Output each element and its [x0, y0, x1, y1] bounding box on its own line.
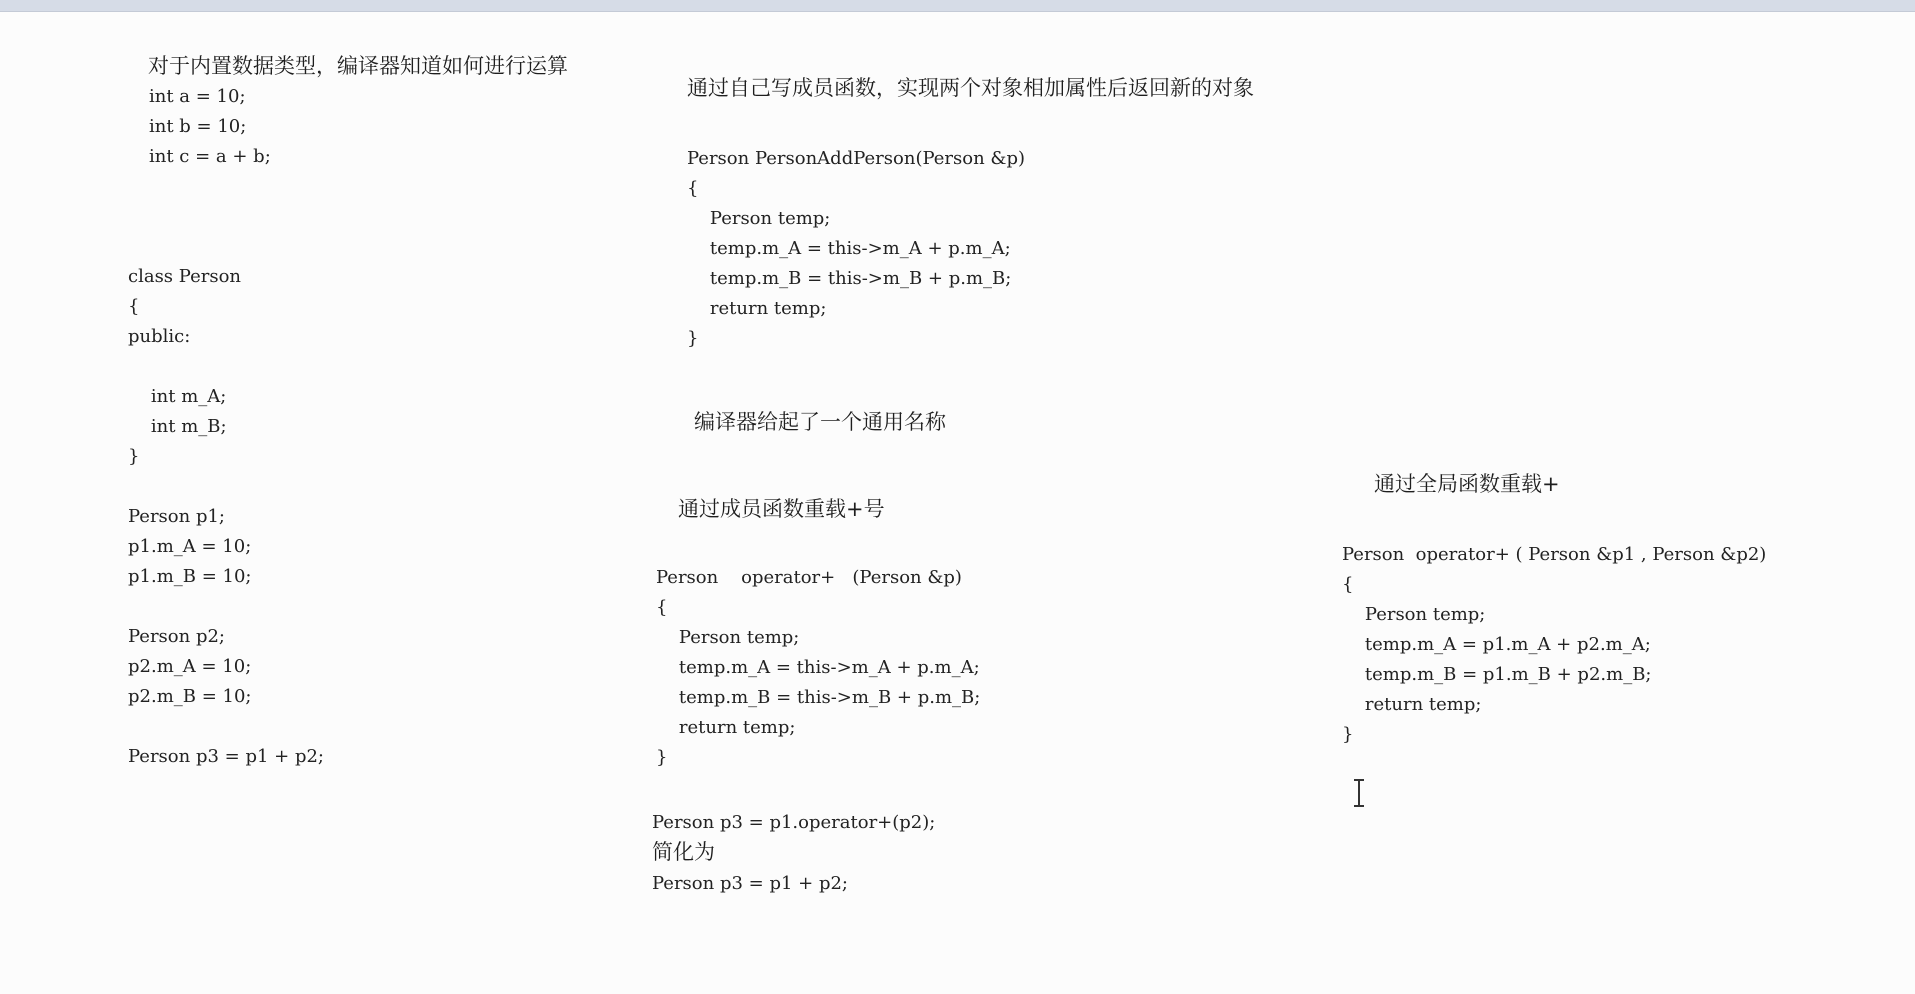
generic-name-heading: 编译器给起了一个通用名称: [694, 410, 946, 434]
code-line: }: [128, 446, 140, 467]
code-line: int m_A;: [128, 386, 227, 407]
code-line: p2.m_A = 10;: [128, 656, 252, 677]
code-line: Person p1;: [128, 506, 225, 527]
code-line: Person p2;: [128, 626, 225, 647]
code-line: [128, 592, 324, 622]
code-line: {: [128, 296, 140, 317]
member-overload-heading: 通过成员函数重载+号: [678, 497, 885, 521]
code-line: temp.m_A = this->m_A + p.m_A;: [687, 238, 1011, 259]
person-class-code: [128, 262, 324, 772]
code-line: Person PersonAddPerson(Person &p): [687, 148, 1025, 169]
code-line: Person temp;: [656, 627, 800, 648]
code-line: public:: [128, 326, 191, 347]
simplified-code: Person p3 = p1 + p2;: [652, 873, 848, 894]
code-line: int m_B;: [128, 416, 227, 437]
global-overload-code: [1342, 540, 1766, 750]
code-line: Person p3 = p1 + p2;: [128, 746, 324, 767]
code-line: Person temp;: [687, 208, 831, 229]
member-function-code: [687, 144, 1025, 354]
builtin-types-code: [149, 82, 271, 172]
i-beam-cursor-icon: [1352, 778, 1366, 808]
code-line: [128, 472, 324, 502]
code-line: return temp;: [656, 717, 796, 738]
global-overload-heading: 通过全局函数重载+: [1374, 472, 1560, 496]
member-overload-code: [656, 563, 980, 773]
code-line: p1.m_B = 10;: [128, 566, 252, 587]
code-line: int a = 10;: [149, 86, 246, 107]
code-line: Person temp;: [1342, 604, 1486, 625]
code-line: {: [656, 597, 668, 618]
member-function-heading: 通过自己写成员函数，实现两个对象相加属性后返回新的对象: [687, 76, 1254, 100]
builtin-types-heading: 对于内置数据类型，编译器知道如何进行运算: [148, 54, 568, 78]
code-line: return temp;: [1342, 694, 1482, 715]
operator-call-code: Person p3 = p1.operator+(p2);: [652, 812, 936, 833]
code-line: temp.m_A = this->m_A + p.m_A;: [656, 657, 980, 678]
code-line: p2.m_B = 10;: [128, 686, 252, 707]
code-line: }: [687, 328, 699, 349]
simplified-label: 简化为: [652, 840, 715, 864]
code-line: class Person: [128, 266, 241, 287]
code-line: {: [687, 178, 699, 199]
code-line: [128, 352, 324, 382]
code-line: }: [1342, 724, 1354, 745]
code-line: temp.m_B = p1.m_B + p2.m_B;: [1342, 664, 1652, 685]
code-line: int b = 10;: [149, 116, 247, 137]
code-line: Person operator+ (Person &p): [656, 567, 962, 588]
code-line: p1.m_A = 10;: [128, 536, 252, 557]
window-top-bar: [0, 0, 1915, 12]
code-line: Person operator+ ( Person &p1 , Person &p2): [1342, 544, 1767, 565]
code-line: [128, 712, 324, 742]
code-line: {: [1342, 574, 1354, 595]
code-line: }: [656, 747, 668, 768]
code-line: temp.m_B = this->m_B + p.m_B;: [656, 687, 981, 708]
slide-canvas: [0, 12, 1915, 994]
code-line: temp.m_B = this->m_B + p.m_B;: [687, 268, 1012, 289]
code-line: temp.m_A = p1.m_A + p2.m_A;: [1342, 634, 1651, 655]
code-line: int c = a + b;: [149, 146, 271, 167]
code-line: return temp;: [687, 298, 827, 319]
